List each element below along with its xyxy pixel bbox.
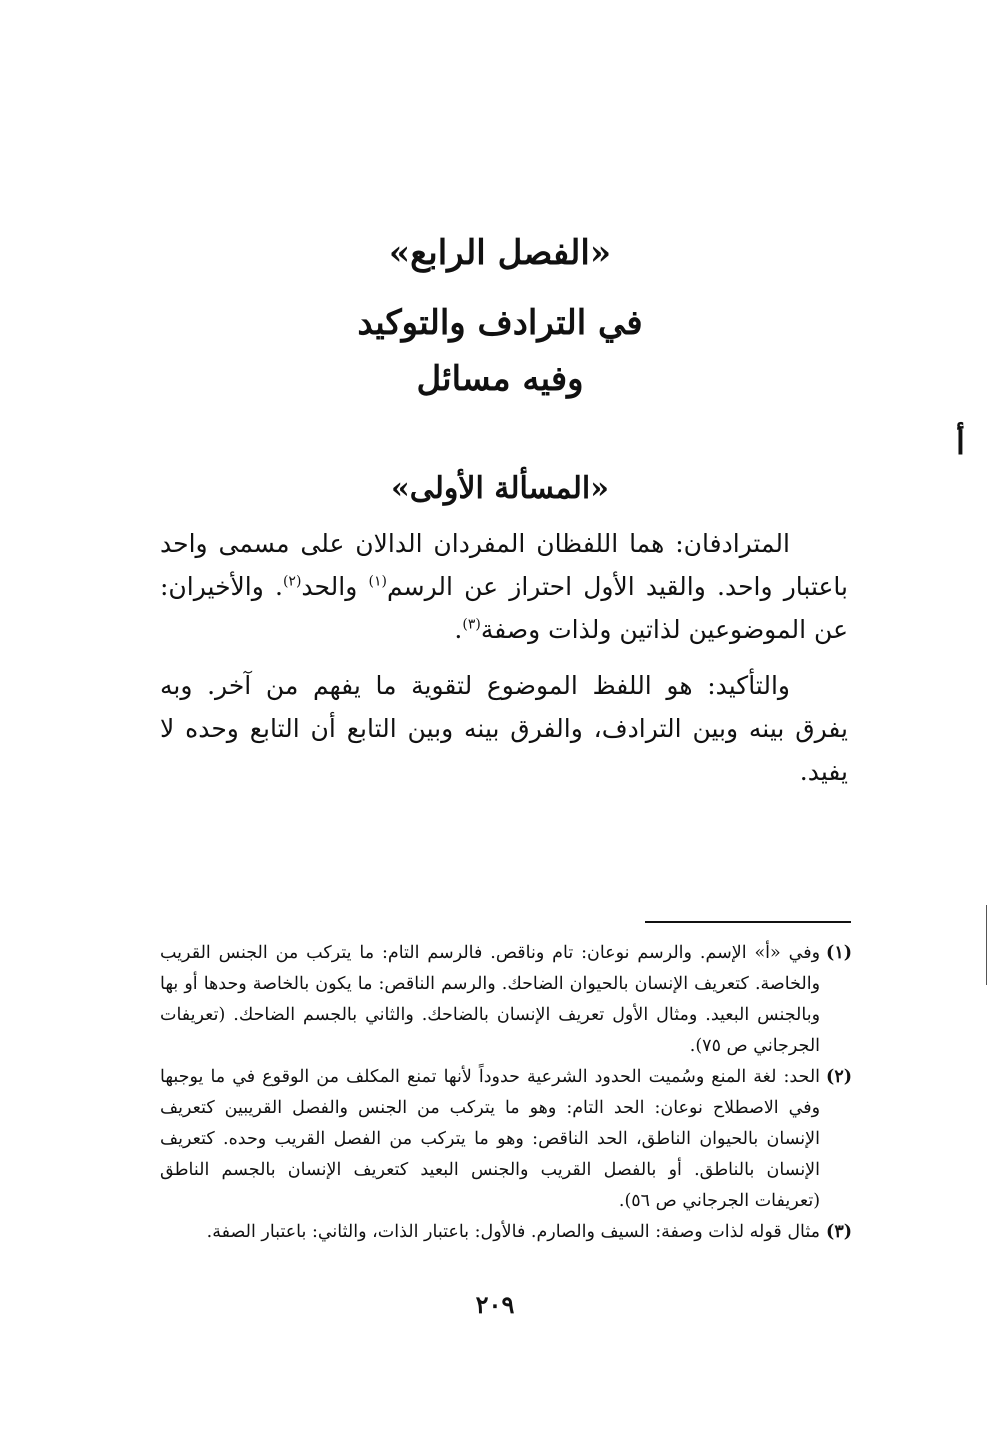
footnote-text: وفي «أ» الإسم. والرسم نوعان: تام وناقص. فالرسم التام: ما يتركب من الجنس القريب والخاصة. كتعريف الإنسان بالحيوان الضاحك. والرسم الناقص: ما يكون بالخاصة وحدها أو بها وبالجنس البعيد. ومثال الأول تعريف الإنسان بالضاحك. والثاني بالجسم الضاحك. (تعريفات الجرجاني ص ٧٥). [160, 943, 821, 1056]
footnote-number: (٣) [826, 1222, 852, 1242]
paragraph-synonyms-part3: . والأخيران: عن الموضوعين لذاتين ولذات وصفة [160, 572, 848, 644]
footnote-number: (١) [826, 943, 852, 963]
footnote-text: مثال قوله لذات وصفة: السيف والصارم. فالأول: باعتبار الذات، والثاني: باعتبار الصفة. [206, 1222, 821, 1242]
chapter-subtitle: في الترادف والتوكيد [357, 303, 643, 343]
paragraph-synonyms-part4: . [454, 615, 463, 644]
margin-manuscript-mark: أ [956, 424, 965, 462]
footnote-1 [160, 938, 852, 1062]
footnote-3 [160, 1217, 852, 1248]
paragraph-synonyms-part2: والحد [301, 572, 369, 601]
footnote-ref-1[interactable]: (١) [368, 573, 387, 590]
footnote-separator [645, 921, 851, 923]
footnote-text: الحد: لغة المنع وسُميت الحدود الشرعية حدوداً لأنها تمنع المكلف من الوقوع في ما يوجبها وفي الاصطلاح نوعان: الحد التام: وهو ما يتركب من الجنس والفصل القريبين كتعريف الإنسان بالحيوان الناطق، الحد الناقص: وهو ما يتركب من الفصل القريب وحده. كتعريف الإنسان بالناطق. أو بالفصل القريب والجنس البعيد كتعريف الإنسان بالجسم الناطق (تعريفات الجرجاني ص ٥٦). [160, 1067, 821, 1211]
footnote-number: (٢) [826, 1067, 852, 1087]
footnote-2 [160, 1062, 852, 1217]
paragraph-synonyms [160, 522, 848, 651]
page-number: ٢٠٩ [475, 1290, 515, 1319]
issue-title: «المسألة الأولى» [391, 471, 609, 506]
footnote-ref-2[interactable]: (٢) [282, 573, 302, 590]
chapter-title: «الفصل الرابع» [388, 233, 612, 273]
chapter-contains-line: وفيه مسائل [416, 359, 584, 399]
paragraph-emphasis: والتأكيد: هو اللفظ الموضوع لتقوية ما يفهم من آخر. وبه يفرق بينه وبين الترادف، والفرق بينه وبين التابع أن التابع وحده لا يفيد. [160, 671, 848, 786]
paragraph-synonyms-part1: المترادفان: هما اللفظان المفردان الدالان على مسمى واحد باعتبار واحد. والقيد الأول احتراز عن الرسم [160, 529, 849, 601]
footnotes-section [160, 938, 852, 1248]
footnote-ref-3[interactable]: (٣) [462, 616, 481, 633]
scan-edge-line [986, 905, 987, 985]
